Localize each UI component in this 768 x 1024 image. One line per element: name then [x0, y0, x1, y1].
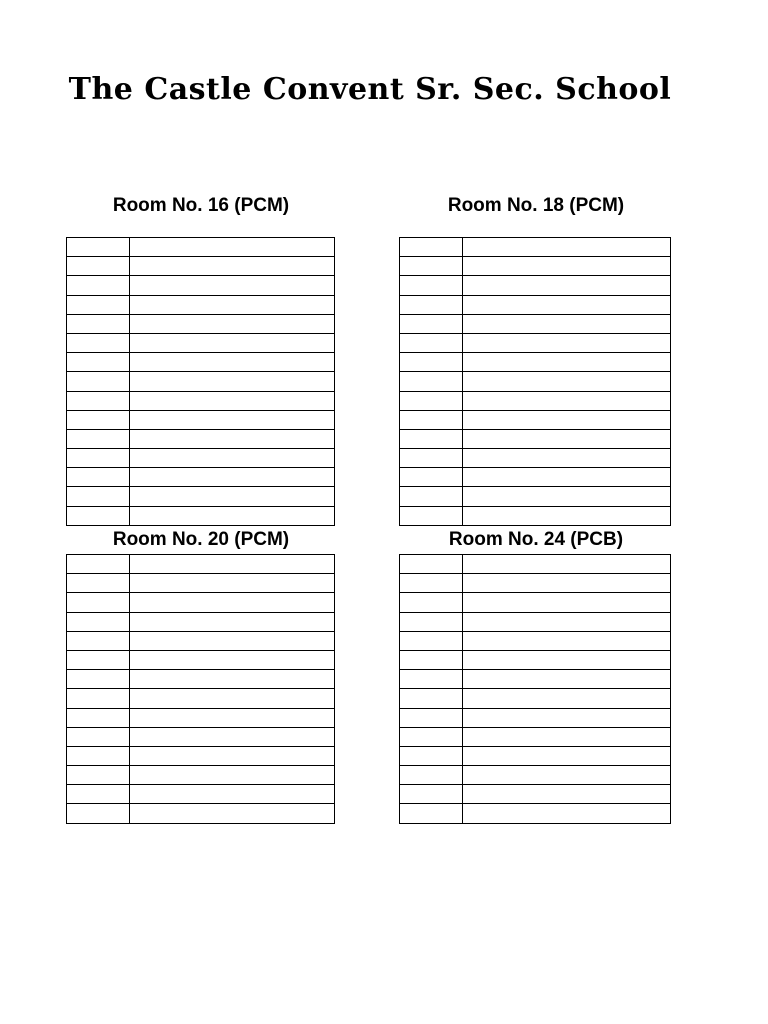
- table-row: [400, 468, 671, 487]
- serial-cell: [67, 276, 130, 295]
- entry-cell: [130, 314, 335, 333]
- entry-cell: [463, 650, 671, 669]
- serial-cell: [67, 670, 130, 689]
- table-row: [67, 670, 335, 689]
- room-24-heading: Room No. 24 (PCB): [448, 529, 624, 550]
- table-row: [400, 391, 671, 410]
- entry-cell: [130, 708, 335, 727]
- table-row: [400, 785, 671, 804]
- entry-cell: [130, 746, 335, 765]
- serial-cell: [400, 766, 463, 785]
- entry-cell: [463, 804, 671, 823]
- entry-cell: [463, 391, 671, 410]
- serial-cell: [400, 468, 463, 487]
- entry-cell: [463, 257, 671, 276]
- serial-cell: [400, 631, 463, 650]
- entry-cell: [463, 555, 671, 574]
- serial-cell: [67, 746, 130, 765]
- entry-cell: [463, 746, 671, 765]
- serial-cell: [67, 555, 130, 574]
- room-18-heading: Room No. 18 (PCM): [447, 195, 625, 216]
- room-24-roster-table: [399, 554, 671, 824]
- table-row: [67, 766, 335, 785]
- table-row: [400, 372, 671, 391]
- serial-cell: [67, 449, 130, 468]
- table-row: [400, 238, 671, 257]
- serial-cell: [400, 746, 463, 765]
- table-row: [67, 238, 335, 257]
- entry-cell: [130, 670, 335, 689]
- table-row: [67, 353, 335, 372]
- serial-cell: [400, 295, 463, 314]
- serial-cell: [67, 631, 130, 650]
- serial-cell: [400, 238, 463, 257]
- table-row: [67, 429, 335, 448]
- serial-cell: [400, 314, 463, 333]
- serial-cell: [67, 410, 130, 429]
- entry-cell: [463, 487, 671, 506]
- entry-cell: [130, 238, 335, 257]
- serial-cell: [400, 506, 463, 525]
- entry-cell: [463, 506, 671, 525]
- entry-cell: [463, 574, 671, 593]
- serial-cell: [400, 391, 463, 410]
- entry-cell: [463, 333, 671, 352]
- entry-cell: [463, 314, 671, 333]
- serial-cell: [67, 708, 130, 727]
- serial-cell: [400, 257, 463, 276]
- serial-cell: [67, 804, 130, 823]
- entry-cell: [130, 410, 335, 429]
- serial-cell: [67, 487, 130, 506]
- room-16-heading: Room No. 16 (PCM): [112, 195, 290, 216]
- serial-cell: [67, 574, 130, 593]
- entry-cell: [130, 593, 335, 612]
- table-row: [67, 468, 335, 487]
- serial-cell: [67, 257, 130, 276]
- table-row: [400, 295, 671, 314]
- entry-cell: [130, 333, 335, 352]
- entry-cell: [463, 429, 671, 448]
- table-row: [400, 429, 671, 448]
- entry-cell: [463, 708, 671, 727]
- table-row: [67, 612, 335, 631]
- entry-cell: [463, 410, 671, 429]
- entry-cell: [130, 804, 335, 823]
- table-row: [67, 410, 335, 429]
- room-20-roster-table: [66, 554, 335, 824]
- serial-cell: [400, 804, 463, 823]
- room-18-roster-table: [399, 237, 671, 526]
- table-row: [67, 746, 335, 765]
- entry-cell: [130, 727, 335, 746]
- table-row: [400, 257, 671, 276]
- serial-cell: [67, 766, 130, 785]
- serial-cell: [400, 410, 463, 429]
- entry-cell: [463, 631, 671, 650]
- table-row: [67, 257, 335, 276]
- table-row: [67, 785, 335, 804]
- serial-cell: [400, 650, 463, 669]
- school-title: The Castle Convent Sr. Sec. School: [68, 72, 672, 107]
- table-row: [67, 487, 335, 506]
- entry-cell: [130, 257, 335, 276]
- table-row: [67, 391, 335, 410]
- entry-cell: [130, 487, 335, 506]
- serial-cell: [400, 689, 463, 708]
- entry-cell: [463, 295, 671, 314]
- table-row: [67, 372, 335, 391]
- serial-cell: [400, 429, 463, 448]
- table-row: [400, 746, 671, 765]
- table-row: [67, 333, 335, 352]
- entry-cell: [130, 650, 335, 669]
- table-row: [67, 708, 335, 727]
- serial-cell: [67, 785, 130, 804]
- serial-cell: [400, 727, 463, 746]
- serial-cell: [400, 487, 463, 506]
- serial-cell: [400, 593, 463, 612]
- table-row: [400, 314, 671, 333]
- serial-cell: [67, 314, 130, 333]
- table-row: [67, 449, 335, 468]
- table-row: [400, 708, 671, 727]
- table-row: [400, 410, 671, 429]
- serial-cell: [400, 574, 463, 593]
- table-row: [67, 295, 335, 314]
- table-row: [400, 487, 671, 506]
- serial-cell: [400, 449, 463, 468]
- table-row: [400, 506, 671, 525]
- serial-cell: [400, 670, 463, 689]
- table-row: [400, 574, 671, 593]
- serial-cell: [67, 506, 130, 525]
- serial-cell: [400, 612, 463, 631]
- entry-cell: [463, 353, 671, 372]
- entry-cell: [130, 353, 335, 372]
- entry-cell: [463, 449, 671, 468]
- table-row: [400, 727, 671, 746]
- serial-cell: [67, 295, 130, 314]
- table-row: [67, 689, 335, 708]
- entry-cell: [463, 785, 671, 804]
- entry-cell: [463, 468, 671, 487]
- entry-cell: [463, 689, 671, 708]
- serial-cell: [67, 612, 130, 631]
- entry-cell: [463, 727, 671, 746]
- table-row: [67, 727, 335, 746]
- entry-cell: [130, 574, 335, 593]
- entry-cell: [130, 468, 335, 487]
- serial-cell: [400, 353, 463, 372]
- table-row: [400, 449, 671, 468]
- serial-cell: [400, 333, 463, 352]
- room-16-roster-table: [66, 237, 335, 526]
- table-row: [400, 689, 671, 708]
- serial-cell: [67, 353, 130, 372]
- serial-cell: [400, 555, 463, 574]
- entry-cell: [463, 593, 671, 612]
- entry-cell: [130, 391, 335, 410]
- serial-cell: [67, 238, 130, 257]
- table-row: [67, 593, 335, 612]
- table-row: [400, 333, 671, 352]
- serial-cell: [67, 593, 130, 612]
- table-row: [400, 631, 671, 650]
- serial-cell: [67, 391, 130, 410]
- serial-cell: [400, 708, 463, 727]
- entry-cell: [130, 689, 335, 708]
- table-row: [67, 804, 335, 823]
- table-row: [67, 631, 335, 650]
- entry-cell: [130, 631, 335, 650]
- table-row: [67, 506, 335, 525]
- serial-cell: [400, 785, 463, 804]
- serial-cell: [67, 468, 130, 487]
- serial-cell: [67, 372, 130, 391]
- entry-cell: [130, 555, 335, 574]
- room-20-heading: Room No. 20 (PCM): [112, 529, 290, 550]
- entry-cell: [463, 766, 671, 785]
- table-row: [400, 612, 671, 631]
- serial-cell: [400, 372, 463, 391]
- table-row: [67, 650, 335, 669]
- table-row: [67, 555, 335, 574]
- serial-cell: [400, 276, 463, 295]
- entry-cell: [130, 785, 335, 804]
- entry-cell: [130, 276, 335, 295]
- entry-cell: [463, 612, 671, 631]
- entry-cell: [130, 449, 335, 468]
- serial-cell: [67, 429, 130, 448]
- table-row: [67, 276, 335, 295]
- table-row: [400, 276, 671, 295]
- table-row: [400, 555, 671, 574]
- table-row: [400, 650, 671, 669]
- entry-cell: [463, 276, 671, 295]
- entry-cell: [130, 295, 335, 314]
- serial-cell: [67, 650, 130, 669]
- table-row: [400, 670, 671, 689]
- serial-cell: [67, 727, 130, 746]
- table-row: [400, 766, 671, 785]
- table-row: [400, 353, 671, 372]
- serial-cell: [67, 689, 130, 708]
- entry-cell: [130, 372, 335, 391]
- table-row: [67, 314, 335, 333]
- table-row: [67, 574, 335, 593]
- entry-cell: [130, 506, 335, 525]
- entry-cell: [463, 238, 671, 257]
- entry-cell: [130, 429, 335, 448]
- serial-cell: [67, 333, 130, 352]
- table-row: [400, 804, 671, 823]
- entry-cell: [130, 766, 335, 785]
- table-row: [400, 593, 671, 612]
- entry-cell: [463, 372, 671, 391]
- entry-cell: [463, 670, 671, 689]
- entry-cell: [130, 612, 335, 631]
